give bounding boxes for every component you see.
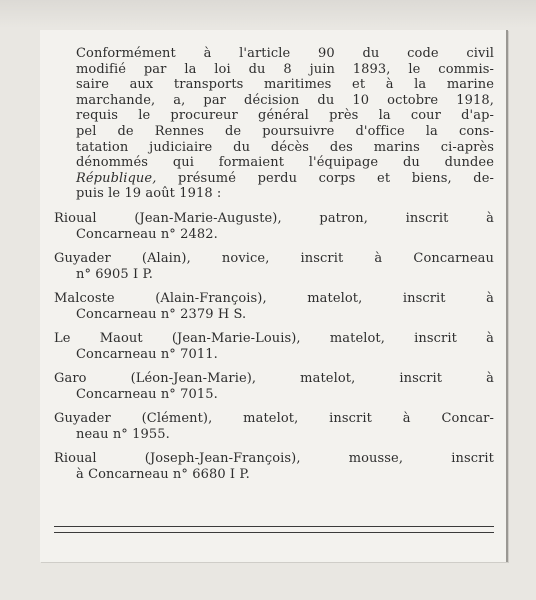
scan-backdrop — [0, 0, 536, 28]
crew-entry-line: Le Maout (Jean-Marie-Louis), matelot, inscrit à — [54, 330, 494, 346]
crew-entry-line: Guyader (Clément), matelot, inscrit à Concar- — [54, 410, 494, 426]
intro-line-with-vessel — [54, 171, 494, 187]
closing-rule-top — [54, 526, 494, 527]
crew-entry-line: n° 6905 I P. — [76, 266, 153, 282]
vessel-name: République, — [76, 170, 157, 186]
clipping-text — [54, 46, 494, 491]
intro-line: requis le procureur général près la cour d'ap- — [76, 108, 494, 124]
intro-line: Conformément à l'article 90 du code civil — [76, 46, 494, 61]
crew-entry-line: Concarneau n° 2482. — [76, 226, 218, 242]
crew-entry — [54, 411, 494, 443]
newspaper-clipping — [40, 30, 508, 562]
crew-entry — [54, 211, 494, 243]
intro-line: marchande, a, par décision du 10 octobre 1918, — [76, 92, 494, 108]
crew-entry-line: Garo (Léon-Jean-Marie), matelot, inscrit à — [54, 370, 494, 386]
crew-entry-line: Rioual (Joseph-Jean-François), mousse, inscrit — [54, 450, 494, 466]
crew-entry-line: neau n° 1955. — [76, 426, 170, 442]
closing-rule-bottom — [54, 532, 494, 533]
crew-entry-line: Rioual (Jean-Marie-Auguste), patron, inscrit à — [54, 210, 494, 226]
crew-entry-line: Concarneau n° 7011. — [76, 346, 218, 362]
intro-line: dénommés qui formaient l'équipage du dundee — [76, 155, 494, 171]
crew-entry — [54, 291, 494, 323]
crew-entry-line: Malcoste (Alain-François), matelot, inscrit à — [54, 290, 494, 306]
crew-entry — [54, 371, 494, 403]
crew-entry — [54, 331, 494, 363]
intro-paragraph — [54, 46, 494, 202]
intro-line: pel de Rennes de poursuivre d'office la cons- — [76, 123, 494, 139]
crew-entry-line: Concarneau n° 2379 H S. — [76, 306, 247, 322]
crew-entry-line: à Concarneau n° 6680 I P. — [76, 466, 250, 482]
intro-line: puis le 19 août 1918 : — [76, 186, 222, 202]
crew-entry — [54, 451, 494, 483]
crew-list — [54, 211, 494, 483]
intro-line-rest: présumé perdu corps et biens, de- — [178, 170, 494, 186]
intro-line: modifié par la loi du 8 juin 1893, le commis- — [76, 61, 494, 77]
crew-entry-line: Guyader (Alain), novice, inscrit à Concarneau — [54, 250, 494, 266]
intro-line: tatation judiciaire du décès des marins ci-après — [76, 139, 494, 155]
crew-entry-line: Concarneau n° 7015. — [76, 386, 218, 402]
intro-line: saire aux transports maritimes et à la marine — [76, 77, 494, 93]
crew-entry — [54, 251, 494, 283]
